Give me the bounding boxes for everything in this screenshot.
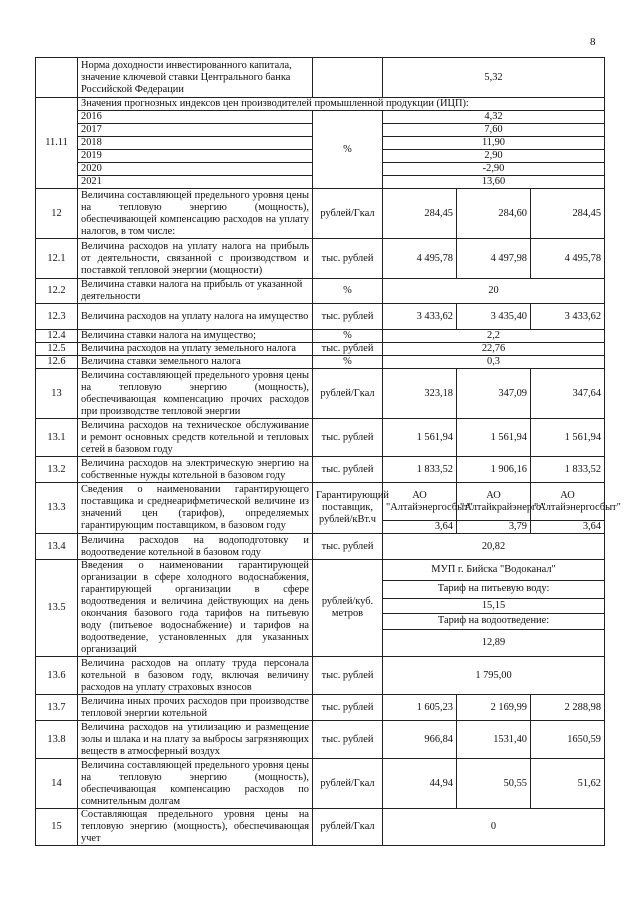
value-cell: 3,64 [531, 521, 605, 534]
year-label: 2016 [78, 111, 313, 124]
row-number: 12.4 [36, 330, 78, 343]
table-row [36, 483, 605, 521]
row-value: 1 795,00 [383, 657, 605, 695]
row-description: Величина расходов на электрическую энергию на собственные нужды котельной в базовом году [78, 457, 313, 483]
drinking-water-tariff-value: 15,15 [383, 598, 605, 613]
row-number: 13 [36, 369, 78, 419]
year-value: 2,90 [383, 150, 605, 163]
row-unit: тыс. рублей [313, 721, 383, 759]
table-row [36, 721, 605, 759]
row-number: 12.2 [36, 279, 78, 304]
row-number: 12.5 [36, 343, 78, 356]
value-cell: 1 561,94 [457, 419, 531, 457]
table-row [36, 695, 605, 721]
year-label: 2020 [78, 163, 313, 176]
row-number: 12.3 [36, 304, 78, 330]
row-number: 12 [36, 189, 78, 239]
water-organization: МУП г. Бийска "Водоканал" [383, 560, 605, 581]
row-number: 12.6 [36, 356, 78, 369]
value-cell: 4 495,78 [531, 239, 605, 279]
drinking-water-tariff-label: Тариф на питьевую воду: [383, 580, 605, 598]
year-value: 11,90 [383, 137, 605, 150]
row-unit: тыс. рублей [313, 304, 383, 330]
value-cell: 1 561,94 [531, 419, 605, 457]
row-description: Величина ставки земельного налога [78, 356, 313, 369]
table-row [36, 111, 605, 124]
row-unit: тыс. рублей [313, 239, 383, 279]
value-cell: 50,55 [457, 759, 531, 809]
row-description: Сведения о наименовании гарантирующего поставщика и среднеарифметической величине из значений цен (тарифов), определяемых гарантирующим поставщиком, в базовом году [78, 483, 313, 534]
year-label: 2021 [78, 176, 313, 189]
row-description: Величина расходов на уплату земельного налога [78, 343, 313, 356]
row-value: 20 [383, 279, 605, 304]
value-cell: 1 605,23 [383, 695, 457, 721]
table-row [36, 98, 605, 111]
supplier-name: АО "Алтайкрайэнерго" [457, 483, 531, 521]
value-cell: 1531,40 [457, 721, 531, 759]
value-cell: 1 561,94 [383, 419, 457, 457]
row-unit: % [313, 330, 383, 343]
table-row [36, 189, 605, 239]
row-description: Величина расходов на техническое обслуживание и ремонт основных средств котельной и тепловых сетей в базовом году [78, 419, 313, 457]
row-unit: рублей/Гкал [313, 759, 383, 809]
row-description: Величина ставки налога на прибыль от указанной деятельности [78, 279, 313, 304]
row-number [36, 58, 78, 98]
table-row [36, 809, 605, 846]
row-value: 20,82 [383, 534, 605, 560]
row-description: Величина расходов на водоподготовку и водоотведение котельной в базовом году [78, 534, 313, 560]
value-cell: 347,09 [457, 369, 531, 419]
row-value: 2,2 [383, 330, 605, 343]
value-cell: 966,84 [383, 721, 457, 759]
wastewater-tariff-label: Тариф на водоотведение: [383, 613, 605, 629]
table-row [36, 657, 605, 695]
row-description: Норма доходности инвестированного капитала, значение ключевой ставки Центрального банка Российской Федерации [78, 58, 313, 98]
row-unit: тыс. рублей [313, 657, 383, 695]
value-cell: 323,18 [383, 369, 457, 419]
table-row [36, 279, 605, 304]
row-unit: тыс. рублей [313, 534, 383, 560]
value-cell: 3,64 [383, 521, 457, 534]
row-description: Введения о наименовании гарантирующей организации в сфере холодного водоснабжения, гарантирующей организации в сфере водоотведения и величина действующих на день окончания базового года тарифов на питьевую воду (питьевое водоснабжение) и тарифов на водоотведение, установленных для указанных организаций [78, 560, 313, 657]
value-cell: 3 433,62 [531, 304, 605, 330]
row-unit [313, 58, 383, 98]
row-description: Величина составляющей предельного уровня цены на тепловую энергию (мощность), обеспечивающая компенсацию расходов по сомнительным долгам [78, 759, 313, 809]
row-number: 12.1 [36, 239, 78, 279]
row-unit: тыс. рублей [313, 419, 383, 457]
row-number: 11.11 [36, 98, 78, 189]
value-cell: 284,60 [457, 189, 531, 239]
table-row [36, 304, 605, 330]
year-value: 7,60 [383, 124, 605, 137]
row-number: 13.3 [36, 483, 78, 534]
row-number: 13.5 [36, 560, 78, 657]
row-description: Величина расходов на утилизацию и размещение золы и шлака и на плату за выбросы загрязняющих веществ в атмосферный воздух [78, 721, 313, 759]
value-cell: 284,45 [531, 189, 605, 239]
year-value: -2,90 [383, 163, 605, 176]
value-cell: 284,45 [383, 189, 457, 239]
table-row [36, 457, 605, 483]
value-cell: 1 833,52 [531, 457, 605, 483]
row-description: Значения прогнозных индексов цен производителей промышленной продукции (ИЦП): [78, 98, 605, 111]
value-cell: 347,64 [531, 369, 605, 419]
year-label: 2019 [78, 150, 313, 163]
table-row [36, 419, 605, 457]
row-number: 13.8 [36, 721, 78, 759]
value-cell: 3 435,40 [457, 304, 531, 330]
row-number: 13.6 [36, 657, 78, 695]
table-row [36, 759, 605, 809]
wastewater-tariff-value: 12,89 [383, 629, 605, 656]
row-number: 13.4 [36, 534, 78, 560]
table-row [36, 356, 605, 369]
row-unit: тыс. рублей [313, 457, 383, 483]
table-row [36, 534, 605, 560]
table-row [36, 560, 605, 581]
row-description: Составляющая предельного уровня цены на тепловую энергию (мощность), обеспечивающая учет [78, 809, 313, 846]
row-value: 0 [383, 809, 605, 846]
row-description: Величина составляющей предельного уровня цены на тепловую энергию (мощность), обеспечивающая компенсацию прочих расходов при производстве тепловой энергии [78, 369, 313, 419]
row-unit: тыс. рублей [313, 695, 383, 721]
table-row [36, 239, 605, 279]
row-unit: % [313, 279, 383, 304]
value-cell: 4 495,78 [383, 239, 457, 279]
row-number: 13.7 [36, 695, 78, 721]
supplier-name: АО "Алтайэнергосбыт" [383, 483, 457, 521]
value-cell: 3,79 [457, 521, 531, 534]
row-unit: рублей/Гкал [313, 369, 383, 419]
row-unit: рублей/Гкал [313, 189, 383, 239]
row-description: Величина расходов на оплату труда персонала котельной в базовом году, включая величину расходов на уплату страховых взносов [78, 657, 313, 695]
row-unit: рублей/Гкал [313, 809, 383, 846]
row-number: 13.1 [36, 419, 78, 457]
row-number: 14 [36, 759, 78, 809]
year-label: 2018 [78, 137, 313, 150]
value-cell: 4 497,98 [457, 239, 531, 279]
row-value: 0,3 [383, 356, 605, 369]
value-cell: 1650,59 [531, 721, 605, 759]
table-row [36, 58, 605, 98]
value-cell: 3 433,62 [383, 304, 457, 330]
row-value: 5,32 [383, 58, 605, 98]
row-description: Величина расходов на уплату налога на имущество [78, 304, 313, 330]
row-description: Величина иных прочих расходов при производстве тепловой энергии котельной [78, 695, 313, 721]
row-unit: % [313, 111, 383, 189]
value-cell: 2 169,99 [457, 695, 531, 721]
table-row [36, 369, 605, 419]
year-value: 4,32 [383, 111, 605, 124]
value-cell: 51,62 [531, 759, 605, 809]
page-number: 8 [590, 36, 596, 48]
row-description: Величина расходов на уплату налога на прибыль от деятельности, связанной с производством и поставкой тепловой энергии (мощности) [78, 239, 313, 279]
row-description: Величина ставки налога на имущество; [78, 330, 313, 343]
row-unit: Гарантирующий поставщик, рублей/кВт.ч [313, 483, 383, 534]
value-cell: 1 833,52 [383, 457, 457, 483]
supplier-name: АО "Алтайэнергосбыт" [531, 483, 605, 521]
year-label: 2017 [78, 124, 313, 137]
value-cell: 44,94 [383, 759, 457, 809]
year-value: 13,60 [383, 176, 605, 189]
value-cell: 2 288,98 [531, 695, 605, 721]
row-unit: рублей/куб. метров [313, 560, 383, 657]
value-cell: 1 906,16 [457, 457, 531, 483]
table-row [36, 330, 605, 343]
row-value: 22,76 [383, 343, 605, 356]
row-unit: тыс. рублей [313, 343, 383, 356]
table-row [36, 343, 605, 356]
row-number: 15 [36, 809, 78, 846]
row-unit: % [313, 356, 383, 369]
row-number: 13.2 [36, 457, 78, 483]
row-description: Величина составляющей предельного уровня цены на тепловую энергию (мощность), обеспечивающей компенсацию расходов на уплату налогов, в том числе: [78, 189, 313, 239]
tariff-parameters-table [35, 57, 621, 846]
